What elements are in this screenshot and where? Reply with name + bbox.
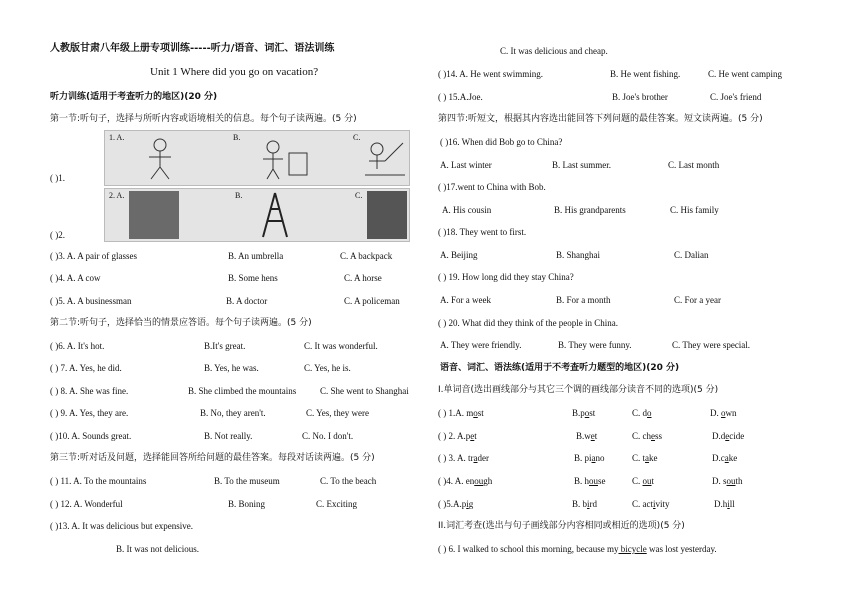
r4-a-post: gh bbox=[483, 476, 493, 486]
q3-a: ( )3. A. A pair of glasses bbox=[50, 251, 137, 261]
q7-a: ( ) 7. A. Yes, he did. bbox=[50, 363, 122, 373]
q9-c: C. Yes, they were bbox=[306, 408, 369, 418]
r5-b-post: rd bbox=[589, 499, 598, 509]
question-11 bbox=[50, 475, 377, 487]
question-14 bbox=[438, 68, 782, 80]
r1-d-post: wn bbox=[725, 408, 737, 418]
q6-c: C. It was wonderful. bbox=[304, 341, 378, 351]
vocab-q6-text: ( ) 6. I walked to school this morning, because my bbox=[438, 544, 619, 554]
q20-c: C. They were special. bbox=[672, 340, 751, 350]
vocab-q6-underlined: bicycle bbox=[618, 544, 647, 554]
question-4 bbox=[50, 272, 382, 284]
q6-a: ( )6. A. It's hot. bbox=[50, 341, 105, 351]
r1-b-pre: B.p bbox=[572, 408, 585, 418]
phonetics-row-4 bbox=[438, 475, 743, 487]
r5-a-post: g bbox=[468, 499, 474, 509]
q6-b: B.It's great. bbox=[204, 341, 246, 351]
r3-d-pre: D.c bbox=[712, 453, 725, 463]
r4-b-u: ou bbox=[589, 476, 599, 486]
picture-row-2 bbox=[104, 188, 410, 242]
r2-a-post: t bbox=[474, 431, 477, 441]
r3-a-post: der bbox=[477, 453, 489, 463]
r2-d-post: cide bbox=[729, 431, 745, 441]
question-8 bbox=[50, 385, 409, 397]
q5-c: C. A policeman bbox=[344, 296, 400, 306]
r3-c-post: ke bbox=[649, 453, 658, 463]
r4-d-post: th bbox=[735, 476, 743, 486]
question-7 bbox=[50, 362, 351, 374]
q15-c: C. Joe's friend bbox=[710, 92, 762, 102]
question-15 bbox=[438, 91, 762, 103]
phonetics-instruction: I.单词音(选出画线部分与其它三个调的画线部分读音不同的选项)(5 分) bbox=[438, 385, 719, 395]
q4-c: C. A horse bbox=[344, 273, 382, 283]
r2-b-post: t bbox=[594, 431, 598, 441]
q9-b: B. No, they aren't. bbox=[200, 408, 266, 418]
r5-d-post: ll bbox=[729, 499, 735, 509]
r2-b-pre: B.w bbox=[576, 431, 591, 441]
vocab-question-6 bbox=[438, 543, 717, 555]
question-1: ( )1. bbox=[50, 173, 65, 183]
q3-c: C. A backpack bbox=[340, 251, 393, 261]
question-6 bbox=[50, 340, 378, 352]
q17-c: C. His family bbox=[670, 205, 719, 215]
question-13-c: C. It was delicious and cheap. bbox=[500, 46, 608, 56]
q14-b: B. He went fishing. bbox=[610, 69, 681, 79]
question-20: ( ) 20. What did they think of the people in China. bbox=[438, 318, 619, 328]
q12-b: B. Boning bbox=[228, 499, 266, 509]
phonetics-row-5 bbox=[438, 498, 735, 510]
q16-c: C. Last month bbox=[668, 160, 720, 170]
q19-a: A. For a week bbox=[440, 295, 491, 305]
question-2: ( )2. bbox=[50, 230, 65, 240]
phonetics-row-2 bbox=[438, 430, 745, 442]
q5-b: B. A doctor bbox=[226, 296, 268, 306]
phonetics-row-3 bbox=[438, 452, 738, 464]
r1-b-u: o bbox=[584, 408, 590, 418]
q10-c: C. No. I don't. bbox=[302, 431, 354, 441]
person-sketch-icon bbox=[253, 135, 313, 181]
q14-a: ( )14. A. He went swimming. bbox=[438, 69, 543, 79]
question-13-b: B. It was not delicious. bbox=[116, 544, 199, 554]
q7-c: C. Yes, he is. bbox=[304, 363, 351, 373]
question-18-options bbox=[440, 249, 709, 261]
pic-label: C. bbox=[355, 191, 363, 200]
r1-b-post: st bbox=[589, 408, 596, 418]
q11-b: B. To the museum bbox=[214, 476, 280, 486]
r3-d-post: ke bbox=[728, 453, 738, 463]
r4-b-post: se bbox=[598, 476, 606, 486]
q16-a: A. Last winter bbox=[440, 160, 492, 170]
q20-a: A. They were friendly. bbox=[440, 340, 522, 350]
r3-b-u: a bbox=[591, 453, 596, 463]
section2-instruction: 第二节:听句子，选择恰当的情景应答语。每个句子读两遍。(5 分) bbox=[50, 318, 312, 328]
r1-d-u: o bbox=[721, 408, 726, 418]
q5-a: ( )5. A. A businessman bbox=[50, 296, 132, 306]
r5-a-pre: ( )5.A.p bbox=[438, 499, 467, 509]
q10-a: ( )10. A. Sounds great. bbox=[50, 431, 132, 441]
person-sketch-icon bbox=[135, 135, 185, 181]
question-12 bbox=[50, 498, 357, 510]
q8-b: B. She climbed the mountains bbox=[188, 386, 297, 396]
section3-instruction: 第三节:听对话及问题，选择能回答所给问题的最佳答案。每段对话读两遍。(5 分) bbox=[50, 453, 375, 463]
q20-b: B. They were funny. bbox=[558, 340, 632, 350]
q14-c: C. He went camping bbox=[708, 69, 782, 79]
vocab-q6-rest: was lost yesterday. bbox=[646, 544, 717, 554]
q17-a: A. His cousin bbox=[442, 205, 492, 215]
section1-instruction: 第一节:听句子，选择与所听内容或语境相关的信息。每个句子读两遍。(5 分) bbox=[50, 114, 357, 124]
r3-b-pre: B. pi bbox=[574, 453, 592, 463]
question-19-options bbox=[440, 294, 721, 306]
q15-a: ( ) 15.A.Joe. bbox=[438, 92, 483, 102]
doc-title: 人教版甘肃八年级上册专项训练-----听力/语音、词汇、语法训练 bbox=[50, 43, 335, 54]
q7-b: B. Yes, he was. bbox=[204, 363, 259, 373]
unit-title: Unit 1 Where did you go on vacation? bbox=[150, 66, 319, 78]
r5-b-pre: B. b bbox=[572, 499, 588, 509]
q18-c: C. Dalian bbox=[674, 250, 709, 260]
picture-row-1 bbox=[104, 130, 410, 186]
person-sketch-icon bbox=[363, 135, 407, 181]
r5-c-post: vity bbox=[655, 499, 670, 509]
q19-b: B. For a month bbox=[556, 295, 611, 305]
r2-b-u: e bbox=[590, 431, 595, 441]
pic-label: B. bbox=[233, 133, 241, 142]
r3-d-u: a bbox=[724, 453, 729, 463]
question-5 bbox=[50, 295, 400, 307]
r1-a-pre: ( ) 1.A. m bbox=[438, 408, 474, 418]
question-9 bbox=[50, 407, 369, 419]
q8-c: C. She went to Shanghai bbox=[320, 386, 409, 396]
question-13: ( )13. A. It was delicious but expensive. bbox=[50, 521, 193, 531]
r1-a-u: o bbox=[473, 408, 478, 418]
statue-photo bbox=[129, 191, 179, 239]
q4-b: B. Some hens bbox=[228, 273, 278, 283]
q18-a: A. Beijing bbox=[440, 250, 478, 260]
r1-c-u: o bbox=[647, 408, 652, 418]
q3-b: B. An umbrella bbox=[228, 251, 284, 261]
question-16-options bbox=[440, 159, 720, 171]
r2-a-pre: ( ) 2. A.p bbox=[438, 431, 471, 441]
question-18: ( )18. They went to first. bbox=[438, 227, 527, 237]
q4-a: ( )4. A. A cow bbox=[50, 273, 101, 283]
r5-d-pre: D.h bbox=[714, 499, 728, 509]
r5-c-pre: C. act bbox=[632, 499, 653, 509]
q15-b: B. Joe's brother bbox=[612, 92, 668, 102]
r4-c-post: t bbox=[651, 476, 655, 486]
grammar-heading: 语音、词汇、语法练(适用于不考查听力题型的地区)(20 分) bbox=[440, 363, 680, 373]
q18-b: B. Shanghai bbox=[556, 250, 600, 260]
r2-d-u: e bbox=[725, 431, 730, 441]
r1-d-pre: D. bbox=[710, 408, 721, 418]
r2-c-u: e bbox=[651, 431, 655, 441]
phonetics-row-1 bbox=[438, 407, 737, 419]
vocabulary-instruction: II.词汇考查(选出与句子画线部分内容相同或相近的选项)(5 分) bbox=[438, 521, 685, 531]
pic-label: C. bbox=[353, 133, 361, 142]
r4-c-u: ou bbox=[642, 476, 652, 486]
question-20-options bbox=[440, 339, 751, 351]
bridge-photo bbox=[367, 191, 407, 239]
question-10 bbox=[50, 430, 354, 442]
r5-b-u: i bbox=[587, 499, 590, 509]
r5-a-u: i bbox=[466, 499, 469, 509]
r4-a-pre: ( )4. A. en bbox=[438, 476, 475, 486]
r1-c-pre: C. d bbox=[632, 408, 648, 418]
question-17: ( )17.went to China with Bob. bbox=[438, 182, 546, 192]
question-17-options bbox=[442, 204, 719, 216]
r5-c-u: i bbox=[653, 499, 656, 509]
listening-heading: 听力训练(适用于考查听力的地区)(20 分) bbox=[50, 92, 218, 102]
pic-label: B. bbox=[235, 191, 243, 200]
r4-a-u: ou bbox=[474, 476, 484, 486]
q10-b: B. Not really. bbox=[204, 431, 253, 441]
r3-a-pre: ( ) 3. A. tr bbox=[438, 453, 474, 463]
question-16: ( )16. When did Bob go to China? bbox=[440, 137, 563, 147]
pic-label: 1. A. bbox=[109, 133, 125, 142]
question-19: ( ) 19. How long did they stay China? bbox=[438, 272, 574, 282]
r2-d-pre: D.d bbox=[712, 431, 726, 441]
tower-photo-icon bbox=[255, 191, 295, 239]
q17-b: B. His grandparents bbox=[554, 205, 626, 215]
section4-instruction: 第四节:听短文，根据其内容选出能回答下列问题的最佳答案。短文读两遍。(5 分) bbox=[438, 114, 763, 124]
r1-a-post: st bbox=[477, 408, 484, 418]
r4-c-pre: C. bbox=[632, 476, 643, 486]
r3-b-post: no bbox=[595, 453, 605, 463]
q19-c: C. For a year bbox=[674, 295, 721, 305]
r3-a-u: a bbox=[473, 453, 478, 463]
r3-c-u: a bbox=[645, 453, 650, 463]
r4-d-u: ou bbox=[726, 476, 736, 486]
q12-c: C. Exciting bbox=[316, 499, 357, 509]
r2-a-u: e bbox=[470, 431, 475, 441]
q16-b: B. Last summer. bbox=[552, 160, 611, 170]
r5-d-u: i bbox=[727, 499, 730, 509]
question-3 bbox=[50, 250, 393, 262]
q9-a: ( ) 9. A. Yes, they are. bbox=[50, 408, 129, 418]
q8-a: ( ) 8. A. She was fine. bbox=[50, 386, 129, 396]
pic-label: 2. A. bbox=[109, 191, 125, 200]
q11-c: C. To the beach bbox=[320, 476, 377, 486]
q12-a: ( ) 12. A. Wonderful bbox=[50, 499, 123, 509]
r4-b-pre: B. h bbox=[574, 476, 590, 486]
r2-c-post: ss bbox=[655, 431, 663, 441]
r4-d-pre: D. s bbox=[712, 476, 727, 486]
r2-c-pre: C. ch bbox=[632, 431, 651, 441]
q11-a: ( ) 11. A. To the mountains bbox=[50, 476, 147, 486]
r3-c-pre: C. t bbox=[632, 453, 646, 463]
